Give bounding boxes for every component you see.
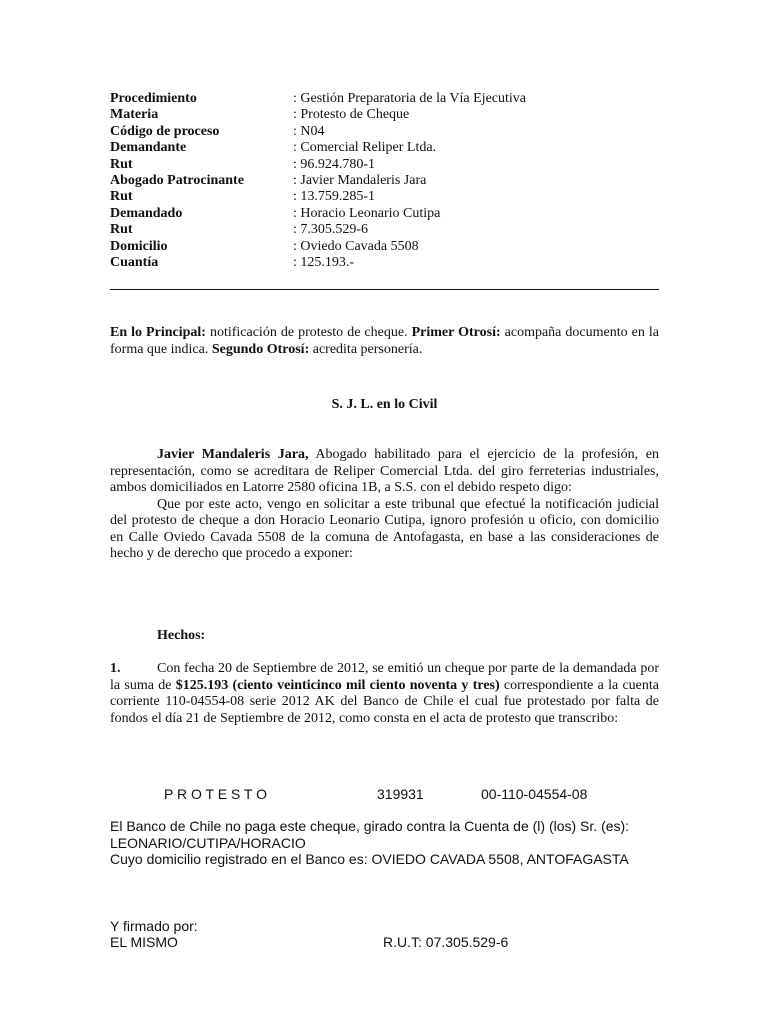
- header-value: : Gestión Preparatoria de la Vía Ejecutiva: [293, 91, 526, 106]
- otrosi1-text: acompaña documento en la forma que indica.: [110, 325, 659, 357]
- firmado-label: Y firmado por:: [110, 918, 198, 934]
- otrosi2-text: acredita personería.: [309, 341, 423, 357]
- protesto-line-2: LEONARIO/CUTIPA/HORACIO: [110, 834, 306, 851]
- summary-paragraph: [110, 325, 659, 358]
- intro-text-2: Que por este acto, vengo en solicitar a este tribunal que efectué la notificación judicial del protesto de cheque a don Horacio Leonario Cutipa, ignoro profesión u oficio, con domicilio en Calle Oviedo Cavada 5508 de la comuna de Antofagasta, en base a las consideraciones de hecho y de derecho que procedo a exponer:: [110, 496, 659, 561]
- header-value: : 7.305.529-6: [293, 222, 369, 238]
- signer-row: [110, 934, 659, 952]
- header-value: : 13.759.285-1: [293, 189, 376, 205]
- hecho-text-b: correspondiente a la cuenta corriente 110-04554-08 serie 2012 AK del Banco de Chile el cual fue protestado por falta de fondos el día 21 de Septiembre de 2012, como consta en el acta de protesto que transcribo:: [110, 677, 659, 726]
- hecho-number: 1.: [110, 661, 121, 676]
- header-value: : N04: [293, 123, 325, 139]
- signer-name: EL MISMO: [110, 934, 178, 950]
- header-value: : Comercial Reliper Ltda.: [293, 140, 437, 156]
- header-label: Demandado: [110, 205, 183, 221]
- header-value: : Oviedo Cavada 5508: [293, 238, 419, 254]
- intro-text-1: Abogado habilitado para el ejercicio de la profesión, en representación, como se acreditara de Reliper Comercial Ltda. del giro ferreterias industriales, ambos domiciliados en Latorre 2580 oficina 1B, a S.S. con el debido respeto digo:: [110, 447, 659, 495]
- header-value: : Protesto de Cheque: [293, 107, 410, 123]
- hecho-text-a: Con fecha 20 de Septiembre de 2012, se emitió un cheque por parte de la demandada por la suma de: [110, 661, 659, 693]
- protesto-word: P R O T E S T O: [164, 786, 267, 802]
- protesto-line-3: Cuyo domicilio registrado en el Banco es: OVIEDO CAVADA 5508, ANTOFAGASTA: [110, 851, 629, 867]
- hecho-amount: $125.193 (ciento veinticinco mil ciento noventa y tres): [175, 677, 500, 693]
- header-label: Rut: [110, 189, 133, 205]
- otrosi1-label: Primer Otrosí:: [411, 325, 501, 340]
- header-row: [110, 222, 660, 238]
- protesto-number: 319931: [377, 786, 424, 802]
- header-row: [110, 239, 660, 255]
- header-label: Domicilio: [110, 238, 168, 254]
- hechos-title: Hechos:: [157, 628, 206, 643]
- protesto-account: 00-110-04554-08: [481, 786, 588, 802]
- header-label: Demandante: [110, 140, 187, 156]
- header-row: [110, 124, 660, 140]
- header-label: Abogado Patrocinante: [110, 172, 244, 188]
- principal-label: En lo Principal:: [110, 325, 206, 340]
- header-value: : Javier Mandaleris Jara: [293, 172, 427, 188]
- header-value: : 125.193.-: [293, 254, 355, 270]
- header-value: : 96.924.780-1: [293, 156, 376, 172]
- header-label: Materia: [110, 107, 159, 123]
- hecho-1-paragraph: [110, 661, 659, 727]
- header-row: [110, 157, 660, 173]
- header-row: [110, 173, 660, 189]
- court-title: S. J. L. en lo Civil: [331, 397, 438, 412]
- case-header-table: [110, 91, 660, 271]
- signer-rut: R.U.T: 07.305.529-6: [383, 934, 509, 950]
- intro-paragraphs: [110, 447, 659, 563]
- header-row: [110, 107, 660, 123]
- header-value: : Horacio Leonario Cutipa: [293, 205, 441, 221]
- header-divider: [110, 289, 659, 290]
- header-row: [110, 206, 660, 222]
- header-label: Rut: [110, 156, 133, 172]
- header-row: [110, 255, 660, 271]
- otrosi2-label: Segundo Otrosí:: [211, 341, 310, 357]
- header-row: [110, 140, 660, 156]
- protesto-line-1: El Banco de Chile no paga este cheque, girado contra la Cuenta de (l) (los) Sr. (es):: [110, 818, 630, 834]
- header-label: Rut: [110, 222, 133, 238]
- header-label: Cuantía: [110, 254, 159, 270]
- principal-text: notificación de protesto de cheque.: [205, 325, 412, 340]
- header-row: [110, 189, 660, 205]
- header-label: Código de proceso: [110, 123, 220, 139]
- header-label: Procedimiento: [110, 91, 197, 106]
- protesto-body: [110, 818, 659, 868]
- header-row: [110, 91, 660, 107]
- lawyer-name: Javier Mandaleris Jara,: [157, 447, 309, 462]
